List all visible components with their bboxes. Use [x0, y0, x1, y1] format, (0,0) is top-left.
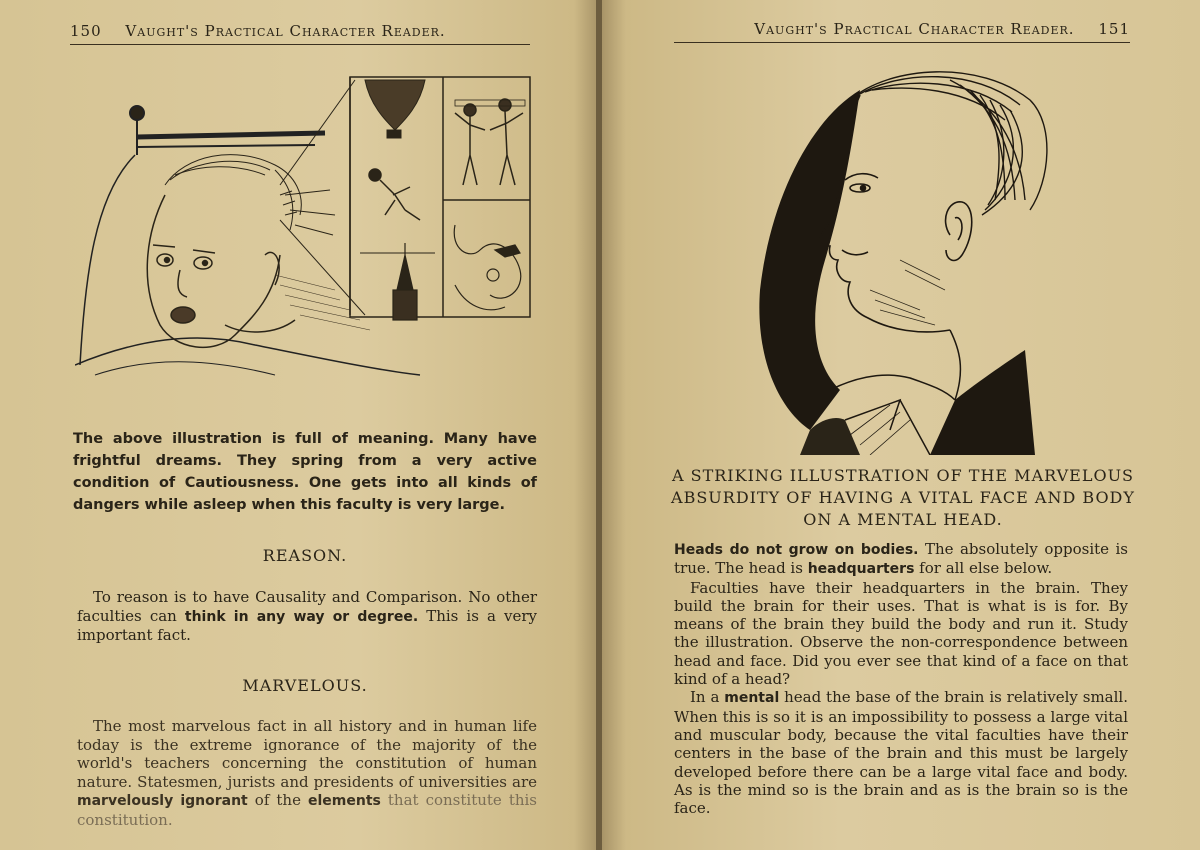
dream-illustration: [75, 75, 535, 400]
dream-caption: [73, 428, 537, 516]
right-body-text: [674, 540, 1128, 817]
marvelous-heading: MARVELOUS.: [242, 676, 368, 695]
caption-sentence-2: Many have frightful dreams.: [73, 431, 537, 469]
right-running-head: [674, 20, 1130, 43]
right-paragraph-2: Faculties have their headquarters in the brain. They build the brain for their uses. That is what is is for. By means of the brain they build the body and run it. Study the illustration. Observe the non-correspondence between head and face. Did you ever see that kind of a face on that kind of a head?: [674, 578, 1128, 689]
right-running-title: Vaught's Practical Character Reader.: [754, 20, 1075, 38]
caption-sentence-1: The above illustration is full of meaning.: [73, 431, 434, 447]
right-paragraph-1: Heads do not grow on bodies. The absolutely opposite is true. The head is headquarters for all else below.: [674, 540, 1128, 578]
right-page-number: 151: [1098, 20, 1130, 38]
left-page: [0, 0, 598, 850]
portrait-caption: A STRIKING ILLUSTRATION OF THE MARVELOUS ABSURDITY OF HAVING A VITAL FACE AND BODY ON A MENTAL HEAD.: [671, 466, 1135, 529]
reason-heading: REASON.: [262, 546, 348, 565]
left-running-head: [70, 22, 530, 45]
left-running-title: Vaught's Practical Character Reader.: [125, 22, 446, 40]
caption-sentence-4: One gets into all kinds of dangers while asleep when this faculty is very large.: [73, 475, 537, 513]
right-paragraph-3: In a mental head the base of the brain is relatively small. When this is so it is an impossibility to possess a large vital and muscular body, because the vital faculties have their centers in the base of the brain and this must be largely developed before there can be a large vital face and body. As is the mind so is the brain and as is the brain so is the face.: [674, 688, 1128, 818]
right-page: [602, 0, 1200, 850]
marvelous-paragraph: The most marvelous fact in all history and in human life today is the extreme ignorance of the majority of the world's teachers concerning the constitution of human nature. Statesmen, jurists and presidents of universities are marvelously ignorant of the elements that constitute this constitution.: [77, 717, 538, 829]
caption-sentence-3: They spring from a very active condition of Cautiousness.: [73, 453, 537, 491]
left-page-number: 150: [70, 22, 102, 40]
portrait-illustration: [750, 60, 1050, 455]
reason-paragraph: To reason is to have Causality and Comparison. No other faculties can think in any way or degree. This is a very important fact.: [77, 588, 537, 644]
